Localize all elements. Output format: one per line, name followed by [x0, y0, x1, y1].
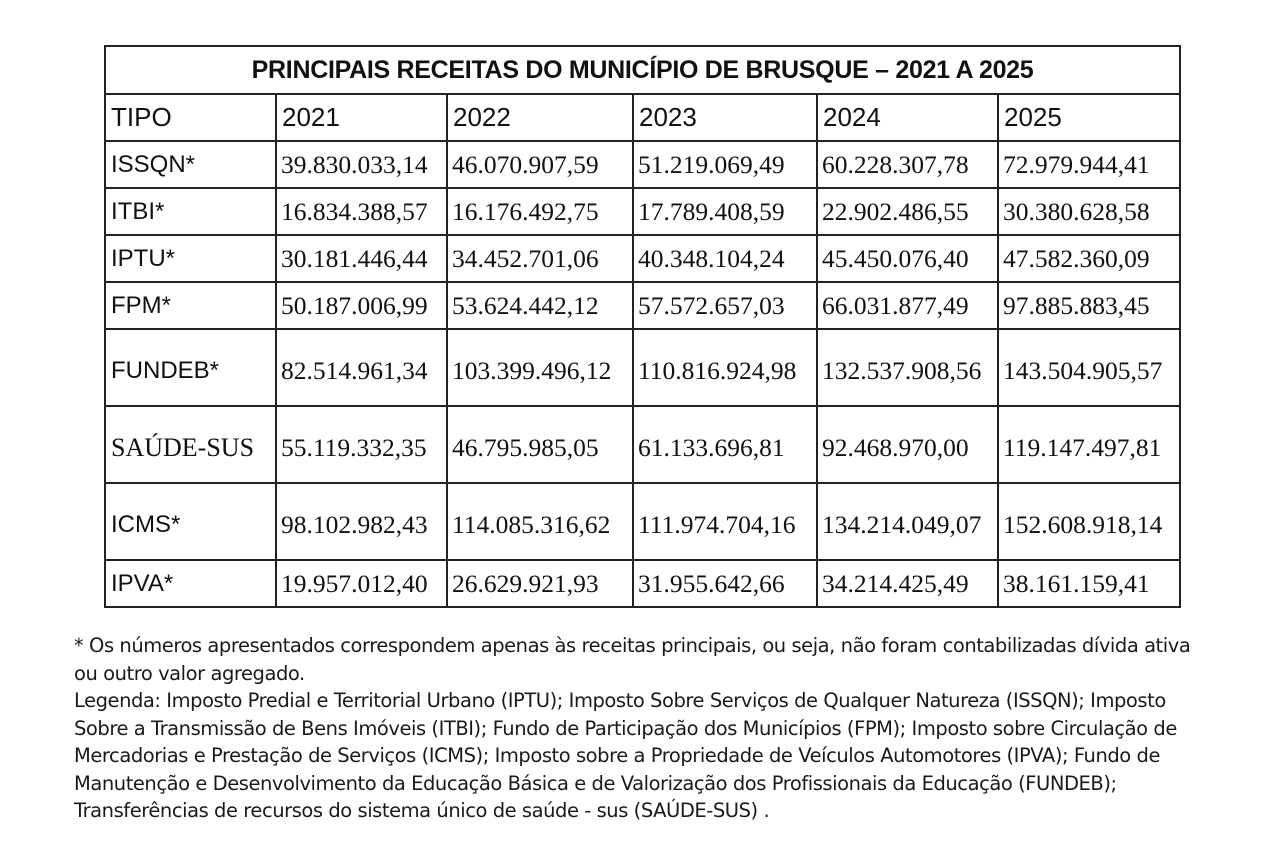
notes-section	[74, 632, 1204, 825]
row-label: FUNDEB*	[105, 329, 276, 406]
value-cell: 132.537.908,56	[817, 329, 998, 406]
value-cell: 110.816.924,98	[633, 329, 817, 406]
value-cell: 97.885.883,45	[998, 282, 1180, 329]
value-cell: 40.348.104,24	[633, 235, 817, 282]
value-cell: 34.214.425,49	[817, 560, 998, 607]
footnote-text: * Os números apresentados correspondem apenas às receitas principais, ou seja, não foram contabilizadas dívida ativa ou outro valor agregado.	[74, 634, 1191, 685]
value-cell: 111.974.704,16	[633, 483, 817, 560]
row-label: FPM*	[105, 282, 276, 329]
value-cell: 134.214.049,07	[817, 483, 998, 560]
table-row	[105, 406, 1180, 483]
value-cell: 60.228.307,78	[817, 141, 998, 188]
value-cell: 45.450.076,40	[817, 235, 998, 282]
value-cell: 92.468.970,00	[817, 406, 998, 483]
value-cell: 50.187.006,99	[276, 282, 447, 329]
table-row	[105, 235, 1180, 282]
value-cell: 66.031.877,49	[817, 282, 998, 329]
value-cell: 152.608.918,14	[998, 483, 1180, 560]
table-header-row	[105, 94, 1180, 141]
value-cell: 98.102.982,43	[276, 483, 447, 560]
row-label: SAÚDE-SUS	[105, 406, 276, 483]
value-cell: 38.161.159,41	[998, 560, 1180, 607]
value-cell: 31.955.642,66	[633, 560, 817, 607]
table-row	[105, 560, 1180, 607]
row-label: ITBI*	[105, 188, 276, 235]
value-cell: 30.380.628,58	[998, 188, 1180, 235]
value-cell: 114.085.316,62	[447, 483, 633, 560]
row-label: ICMS*	[105, 483, 276, 560]
value-cell: 46.795.985,05	[447, 406, 633, 483]
value-cell: 46.070.907,59	[447, 141, 633, 188]
value-cell: 82.514.961,34	[276, 329, 447, 406]
table-row	[105, 483, 1180, 560]
value-cell: 26.629.921,93	[447, 560, 633, 607]
value-cell: 119.147.497,81	[998, 406, 1180, 483]
value-cell: 30.181.446,44	[276, 235, 447, 282]
value-cell: 19.957.012,40	[276, 560, 447, 607]
table-row	[105, 141, 1180, 188]
row-label: IPTU*	[105, 235, 276, 282]
value-cell: 16.834.388,57	[276, 188, 447, 235]
value-cell: 34.452.701,06	[447, 235, 633, 282]
value-cell: 72.979.944,41	[998, 141, 1180, 188]
value-cell: 47.582.360,09	[998, 235, 1180, 282]
value-cell: 51.219.069,49	[633, 141, 817, 188]
column-header-2024: 2024	[817, 94, 998, 141]
table-title: PRINCIPAIS RECEITAS DO MUNICÍPIO DE BRUSQUE – 2021 A 2025	[105, 46, 1180, 94]
value-cell: 17.789.408,59	[633, 188, 817, 235]
table-row	[105, 329, 1180, 406]
column-header-2022: 2022	[447, 94, 633, 141]
row-label: IPVA*	[105, 560, 276, 607]
table-row	[105, 282, 1180, 329]
row-label: ISSQN*	[105, 141, 276, 188]
column-header-2021: 2021	[276, 94, 447, 141]
value-cell: 103.399.496,12	[447, 329, 633, 406]
value-cell: 143.504.905,57	[998, 329, 1180, 406]
value-cell: 39.830.033,14	[276, 141, 447, 188]
value-cell: 22.902.486,55	[817, 188, 998, 235]
table-title-row	[105, 46, 1180, 94]
value-cell: 57.572.657,03	[633, 282, 817, 329]
value-cell: 55.119.332,35	[276, 406, 447, 483]
column-header-2023: 2023	[633, 94, 817, 141]
revenue-table	[104, 45, 1181, 608]
value-cell: 16.176.492,75	[447, 188, 633, 235]
value-cell: 61.133.696,81	[633, 406, 817, 483]
table-row	[105, 188, 1180, 235]
column-header-2025: 2025	[998, 94, 1180, 141]
value-cell: 53.624.442,12	[447, 282, 633, 329]
column-header-tipo: TIPO	[105, 94, 276, 141]
legend-text: Legenda: Imposto Predial e Territorial Urbano (IPTU); Imposto Sobre Serviços de Qualquer Natureza (ISSQN); Imposto Sobre a Transmissão de Bens Imóveis (ITBI); Fundo de Participação dos Municípios (FPM); Imposto sobre Circulação de Mercadorias e Prestação de Serviços (ICMS); Imposto sobre a Propriedade de Veículos Automotores (IPVA); Fundo de Manutenção e Desenvolvimento da Educação Básica e de Valorização dos Profissionais da Educação (FUNDEB); Transferências de recursos do sistema único de saúde - sus (SAÚDE-SUS) .	[74, 689, 1177, 822]
